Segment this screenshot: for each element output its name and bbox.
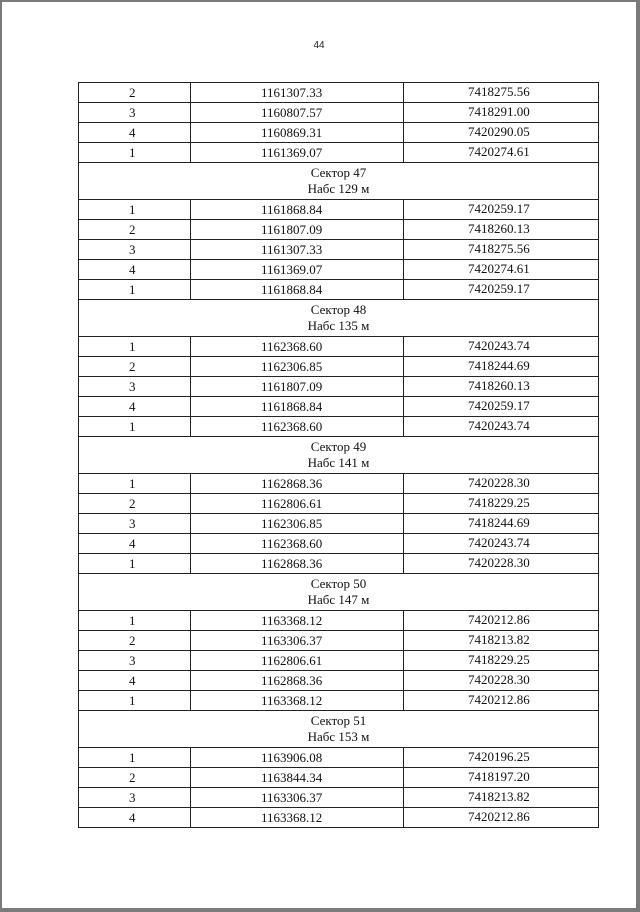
y-coordinate-cell: 7420243.74 bbox=[404, 534, 599, 554]
x-coordinate-cell: 1162368.60 bbox=[191, 337, 404, 357]
table-row bbox=[79, 143, 599, 163]
point-number-cell: 3 bbox=[79, 514, 191, 534]
table-row bbox=[79, 748, 599, 768]
table-row bbox=[79, 123, 599, 143]
x-coordinate-cell: 1162306.85 bbox=[191, 514, 404, 534]
y-coordinate-cell: 7420228.30 bbox=[404, 554, 599, 574]
y-coordinate-cell: 7420259.17 bbox=[404, 280, 599, 300]
table-row bbox=[79, 808, 599, 828]
table-row bbox=[79, 671, 599, 691]
table-row bbox=[79, 83, 599, 103]
y-coordinate-cell: 7420274.61 bbox=[404, 143, 599, 163]
x-coordinate-cell: 1163306.37 bbox=[191, 631, 404, 651]
x-coordinate-cell: 1161369.07 bbox=[191, 143, 404, 163]
y-coordinate-cell: 7418291.00 bbox=[404, 103, 599, 123]
table-row bbox=[79, 788, 599, 808]
x-coordinate-cell: 1161868.84 bbox=[191, 280, 404, 300]
y-coordinate-cell: 7420243.74 bbox=[404, 417, 599, 437]
sector-height: Набс 135 м bbox=[307, 318, 370, 333]
x-coordinate-cell: 1161369.07 bbox=[191, 260, 404, 280]
table-row bbox=[79, 691, 599, 711]
point-number-cell: 2 bbox=[79, 357, 191, 377]
point-number-cell: 1 bbox=[79, 143, 191, 163]
y-coordinate-cell: 7420259.17 bbox=[404, 397, 599, 417]
table-row bbox=[79, 280, 599, 300]
y-coordinate-cell: 7418213.82 bbox=[404, 631, 599, 651]
table-row bbox=[79, 554, 599, 574]
y-coordinate-cell: 7418260.13 bbox=[404, 377, 599, 397]
y-coordinate-cell: 7420212.86 bbox=[404, 611, 599, 631]
sector-name: Сектор 50 bbox=[310, 576, 367, 591]
y-coordinate-cell: 7418197.20 bbox=[404, 768, 599, 788]
table-row bbox=[79, 534, 599, 554]
x-coordinate-cell: 1161868.84 bbox=[191, 397, 404, 417]
point-number-cell: 1 bbox=[79, 748, 191, 768]
point-number-cell: 3 bbox=[79, 788, 191, 808]
point-number-cell: 2 bbox=[79, 220, 191, 240]
point-number-cell: 1 bbox=[79, 200, 191, 220]
sector-header-cell bbox=[79, 574, 599, 611]
document-page bbox=[2, 2, 636, 908]
x-coordinate-cell: 1162306.85 bbox=[191, 357, 404, 377]
x-coordinate-cell: 1161868.84 bbox=[191, 200, 404, 220]
y-coordinate-cell: 7418244.69 bbox=[404, 514, 599, 534]
point-number-cell: 2 bbox=[79, 631, 191, 651]
sector-height: Набс 147 м bbox=[307, 592, 370, 607]
coordinates-table bbox=[78, 82, 599, 828]
y-coordinate-cell: 7420290.05 bbox=[404, 123, 599, 143]
point-number-cell: 1 bbox=[79, 474, 191, 494]
table-row bbox=[79, 337, 599, 357]
point-number-cell: 1 bbox=[79, 337, 191, 357]
table-row bbox=[79, 514, 599, 534]
y-coordinate-cell: 7420259.17 bbox=[404, 200, 599, 220]
y-coordinate-cell: 7420228.30 bbox=[404, 474, 599, 494]
y-coordinate-cell: 7420212.86 bbox=[404, 808, 599, 828]
y-coordinate-cell: 7418260.13 bbox=[404, 220, 599, 240]
y-coordinate-cell: 7418229.25 bbox=[404, 651, 599, 671]
x-coordinate-cell: 1160807.57 bbox=[191, 103, 404, 123]
x-coordinate-cell: 1161807.09 bbox=[191, 220, 404, 240]
table-row bbox=[79, 103, 599, 123]
point-number-cell: 3 bbox=[79, 240, 191, 260]
point-number-cell: 4 bbox=[79, 534, 191, 554]
x-coordinate-cell: 1163306.37 bbox=[191, 788, 404, 808]
x-coordinate-cell: 1161307.33 bbox=[191, 240, 404, 260]
point-number-cell: 2 bbox=[79, 494, 191, 514]
x-coordinate-cell: 1162868.36 bbox=[191, 474, 404, 494]
table-row bbox=[79, 220, 599, 240]
table-row bbox=[79, 631, 599, 651]
sector-header-cell bbox=[79, 163, 599, 200]
x-coordinate-cell: 1161307.33 bbox=[191, 83, 404, 103]
sector-header-row bbox=[79, 574, 599, 611]
x-coordinate-cell: 1160869.31 bbox=[191, 123, 404, 143]
table-row bbox=[79, 417, 599, 437]
table-row bbox=[79, 474, 599, 494]
sector-header-cell bbox=[79, 300, 599, 337]
sector-height: Набс 129 м bbox=[307, 181, 370, 196]
point-number-cell: 4 bbox=[79, 123, 191, 143]
point-number-cell: 1 bbox=[79, 611, 191, 631]
table-row bbox=[79, 377, 599, 397]
y-coordinate-cell: 7420274.61 bbox=[404, 260, 599, 280]
sector-name: Сектор 51 bbox=[310, 713, 367, 728]
sector-name: Сектор 48 bbox=[310, 302, 367, 317]
coordinates-table-body bbox=[79, 83, 599, 828]
x-coordinate-cell: 1162868.36 bbox=[191, 671, 404, 691]
sector-header-cell bbox=[79, 437, 599, 474]
table-row bbox=[79, 260, 599, 280]
point-number-cell: 1 bbox=[79, 554, 191, 574]
point-number-cell: 2 bbox=[79, 768, 191, 788]
y-coordinate-cell: 7418229.25 bbox=[404, 494, 599, 514]
sector-name: Сектор 47 bbox=[310, 165, 367, 180]
table-row bbox=[79, 200, 599, 220]
table-row bbox=[79, 240, 599, 260]
sector-header-row bbox=[79, 300, 599, 337]
sector-header-row bbox=[79, 437, 599, 474]
x-coordinate-cell: 1162868.36 bbox=[191, 554, 404, 574]
table-row bbox=[79, 611, 599, 631]
y-coordinate-cell: 7420212.86 bbox=[404, 691, 599, 711]
y-coordinate-cell: 7418275.56 bbox=[404, 240, 599, 260]
y-coordinate-cell: 7420196.25 bbox=[404, 748, 599, 768]
sector-height: Набс 153 м bbox=[307, 729, 370, 744]
x-coordinate-cell: 1163906.08 bbox=[191, 748, 404, 768]
point-number-cell: 4 bbox=[79, 671, 191, 691]
sector-header-row bbox=[79, 163, 599, 200]
y-coordinate-cell: 7418213.82 bbox=[404, 788, 599, 808]
sector-name: Сектор 49 bbox=[310, 439, 367, 454]
x-coordinate-cell: 1161807.09 bbox=[191, 377, 404, 397]
page-number: 44 bbox=[313, 40, 325, 51]
x-coordinate-cell: 1162368.60 bbox=[191, 417, 404, 437]
x-coordinate-cell: 1163368.12 bbox=[191, 611, 404, 631]
x-coordinate-cell: 1163844.34 bbox=[191, 768, 404, 788]
point-number-cell: 2 bbox=[79, 83, 191, 103]
x-coordinate-cell: 1163368.12 bbox=[191, 691, 404, 711]
x-coordinate-cell: 1162368.60 bbox=[191, 534, 404, 554]
point-number-cell: 1 bbox=[79, 417, 191, 437]
y-coordinate-cell: 7420243.74 bbox=[404, 337, 599, 357]
sector-height: Набс 141 м bbox=[307, 455, 370, 470]
table-row bbox=[79, 397, 599, 417]
table-row bbox=[79, 651, 599, 671]
table-row bbox=[79, 768, 599, 788]
x-coordinate-cell: 1162806.61 bbox=[191, 494, 404, 514]
table-row bbox=[79, 357, 599, 377]
point-number-cell: 1 bbox=[79, 280, 191, 300]
table-row bbox=[79, 494, 599, 514]
point-number-cell: 4 bbox=[79, 260, 191, 280]
y-coordinate-cell: 7418275.56 bbox=[404, 83, 599, 103]
sector-header-cell bbox=[79, 711, 599, 748]
y-coordinate-cell: 7418244.69 bbox=[404, 357, 599, 377]
x-coordinate-cell: 1162806.61 bbox=[191, 651, 404, 671]
y-coordinate-cell: 7420228.30 bbox=[404, 671, 599, 691]
point-number-cell: 3 bbox=[79, 103, 191, 123]
point-number-cell: 3 bbox=[79, 377, 191, 397]
point-number-cell: 3 bbox=[79, 651, 191, 671]
point-number-cell: 1 bbox=[79, 691, 191, 711]
point-number-cell: 4 bbox=[79, 808, 191, 828]
point-number-cell: 4 bbox=[79, 397, 191, 417]
x-coordinate-cell: 1163368.12 bbox=[191, 808, 404, 828]
sector-header-row bbox=[79, 711, 599, 748]
